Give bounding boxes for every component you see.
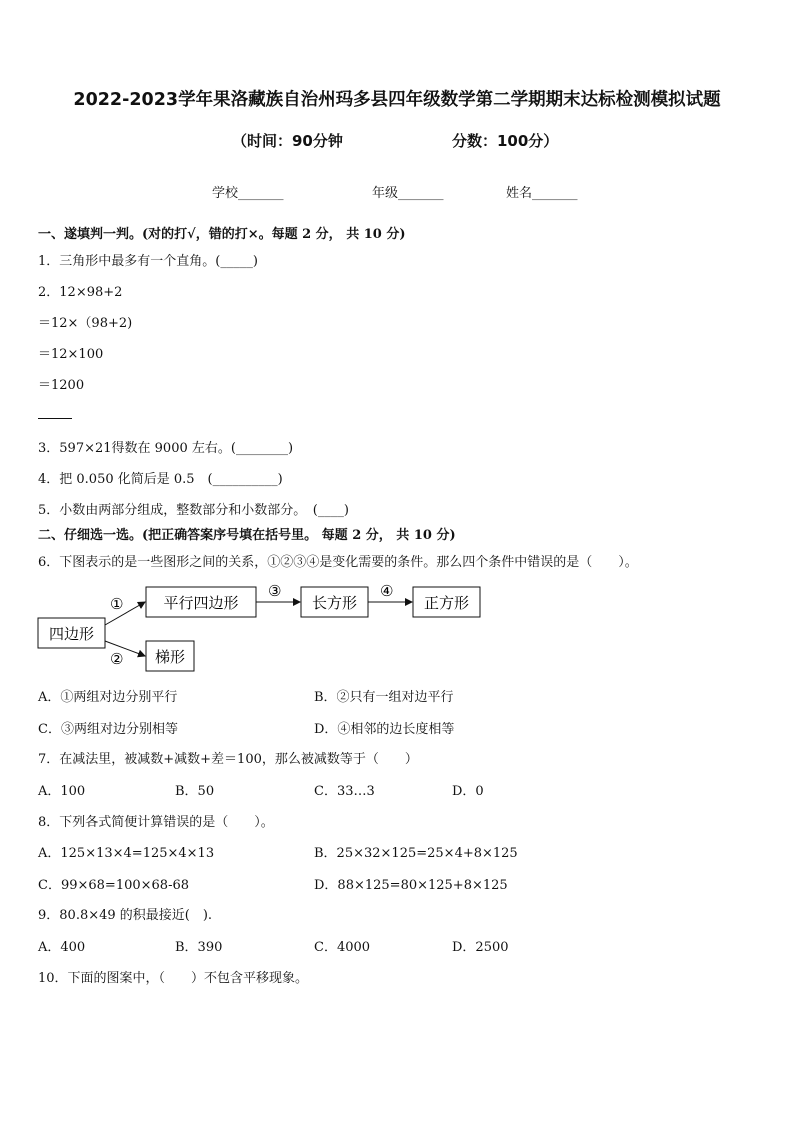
question-2-line-4: ＝1200: [38, 378, 85, 393]
box-rectangle: [301, 587, 368, 617]
label-parallelogram: 平行四边形: [163, 594, 239, 612]
label-trapezoid: 梯形: [154, 648, 186, 666]
question-9: 9．80.8×49 的积最接近( ).: [38, 908, 213, 923]
grade-field: 年级_______: [372, 186, 444, 201]
name-field: 姓名_______: [506, 186, 578, 201]
q8-option-a: A．125×13×4=125×4×13: [38, 846, 215, 861]
q7-option-a: A．100: [38, 784, 86, 799]
section1-heading: 一、遂填判一判。(对的打√，错的打×。每题 2 分， 共 10 分): [38, 227, 406, 242]
label-rectangle: 长方形: [311, 594, 358, 612]
question-2-line-1: 2．12×98+2: [38, 285, 123, 300]
q9-option-d: D．2500: [452, 940, 509, 955]
condition-1: ①: [110, 595, 124, 613]
question-3: 3．597×21得数在 9000 左右。(________): [38, 441, 294, 456]
question-10: 10．下面的图案中，（ ）不包含平移现象。: [38, 971, 309, 986]
question-2-line-2: ＝12×（98+2): [38, 316, 133, 331]
box-trapezoid: [146, 641, 194, 671]
q8-option-c: C．99×68=100×68-68: [38, 878, 189, 893]
exam-time: （时间：90分钟: [232, 132, 343, 150]
question-5: 5．小数由两部分组成，整数部分和小数部分。 (____): [38, 503, 349, 518]
shape-relation-diagram: [0, 575, 794, 675]
box-parallelogram: [146, 587, 256, 617]
section2-heading: 二、仔细选一选。(把正确答案序号填在括号里。 每题 2 分， 共 10 分): [38, 528, 456, 543]
question-8: 8．下列各式简便计算错误的是（ ）。: [38, 815, 274, 830]
box-quadrilateral: [38, 618, 105, 648]
q8-option-d: D．88×125=80×125+8×125: [314, 878, 508, 893]
q9-option-c: C．4000: [314, 940, 371, 955]
q6-option-c: C．③两组对边分别相等: [38, 722, 178, 737]
q9-option-a: A．400: [38, 940, 86, 955]
question-4: 4．把 0.050 化简后是 0.5 (__________): [38, 472, 283, 487]
condition-4: ④: [380, 582, 394, 600]
question-6: 6．下图表示的是一些图形之间的关系，①②③④是变化需要的条件。那么四个条件中错误的是（ ）。: [38, 555, 638, 570]
question-1: 1．三角形中最多有一个直角。(_____): [38, 254, 258, 269]
q9-option-b: B．390: [175, 940, 223, 955]
q6-option-a: A．①两组对边分别平行: [38, 690, 178, 705]
q7-option-c: C．33…3: [314, 784, 375, 799]
q8-option-b: B．25×32×125=25×4+8×125: [314, 846, 518, 861]
q7-option-d: D．0: [452, 784, 484, 799]
condition-2: ②: [110, 650, 124, 668]
question-7: 7．在减法里，被减数+减数+差＝100，那么被减数等于（ ）: [38, 752, 418, 767]
school-field: 学校_______: [212, 186, 284, 201]
condition-3: ③: [268, 582, 282, 600]
q6-option-b: B．②只有一组对边平行: [314, 690, 454, 705]
q6-option-d: D．④相邻的边长度相等: [314, 722, 455, 737]
label-quadrilateral: 四边形: [48, 625, 95, 643]
label-square: 正方形: [423, 594, 470, 612]
question-2-line-3: ＝12×100: [38, 347, 104, 362]
box-square: [413, 587, 480, 617]
exam-score: 分数：100分）: [452, 132, 559, 150]
exam-title: 2022-2023学年果洛藏族自治州玛多县四年级数学第二学期期末达标检测模拟试题: [73, 90, 721, 110]
answer-blank-q2: [38, 418, 72, 419]
q7-option-b: B．50: [175, 784, 215, 799]
